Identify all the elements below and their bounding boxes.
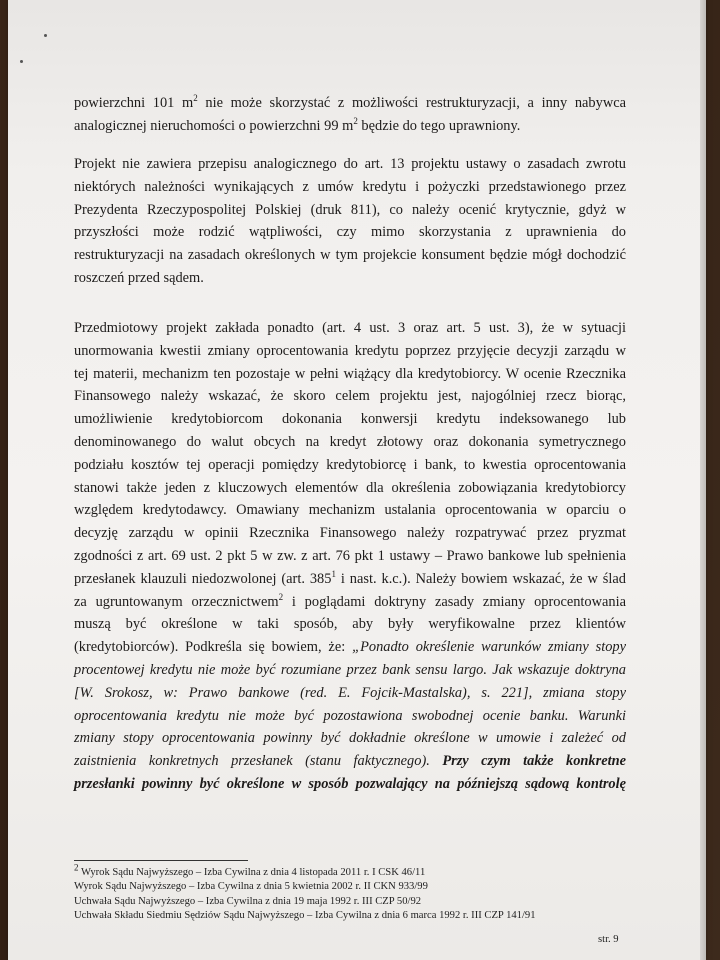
quotation-text: zaistnienia konkretnych przesłanek (stanu faktycznego). [74, 753, 443, 770]
text-line: denominowanego do walut obcych na kredyt złotowy oraz dokonania symetrycznego [74, 433, 626, 450]
superscript: 2 [193, 93, 198, 104]
text-fragment: przesłanek klauzuli niedozwolonej (art. 385 [74, 570, 332, 587]
text-fragment: za ugruntowanym orzecznictwem [74, 593, 279, 610]
text-line: tej materii, mechanizm ten pozostaje w pełni wiążący dla kredytobiorcy. W ocenie Rzecznika [74, 365, 626, 382]
text-line [74, 568, 626, 591]
quotation-text: [W. Srokosz, w: Prawo bankowe (red. E. Fojcik-Mastalska), s. 221], zmiana stopy [74, 684, 626, 701]
paper-speck [44, 34, 47, 37]
text-line: zgodności z art. 69 ust. 2 pkt 5 w zw. z art. 76 pkt 1 ustawy – Prawo bankowe lub spełnienia [74, 547, 626, 564]
text-line [74, 591, 626, 614]
footnote-line: Wyrok Sądu Najwyższego – Izba Cywilna z dnia 5 kwietnia 2002 r. II CKN 933/99 [74, 881, 428, 893]
text-line [74, 636, 626, 659]
text-line: podziału kosztów tej operacji pomiędzy kredytobiorcę i bank, to kwestia oprocentowania [74, 456, 626, 473]
page-edge [700, 0, 706, 960]
text-line [74, 750, 626, 773]
footnote-number: 2 [74, 862, 79, 873]
quotation-text: procentowej kredytu nie może być rozumiane przez bank sensu largo. Jak wskazuje doktryna [74, 661, 626, 678]
footnote-line: Uchwała Sądu Najwyższego – Izba Cywilna z dnia 19 maja 1992 r. III CZP 50/92 [74, 895, 422, 907]
quotation-text: „Ponadto określenie warunków zmiany stopy [352, 639, 626, 656]
text-fragment: i poglądami doktryny zasady zmiany oprocentowania [283, 593, 626, 610]
text-line [74, 682, 626, 705]
superscript: 2 [353, 116, 358, 126]
paragraph-2 [74, 153, 626, 290]
text-line: niektórych należności wynikających z umów kredytu i pożyczki przedstawionego przez [74, 178, 626, 195]
text-line [74, 705, 626, 728]
footnote-separator [74, 860, 248, 861]
text-line: względem kredytodawcy. Omawiany mechanizm ustalania oprocentowania w oparciu o [74, 502, 626, 519]
quotation-text: zmiany stopy oprocentowania powinny być dokładnie określone w umowie i zależeć od [74, 730, 626, 747]
footnotes [74, 862, 634, 924]
text-line: unormowania kwestii zmiany oprocentowania kredytu poprzez przyjęcie decyzji zarządu w [74, 342, 626, 359]
text-line [74, 92, 626, 115]
text-line: Projekt nie zawiera przepisu analogicznego do art. 13 projektu ustawy o zasadach zwrotu [74, 156, 626, 172]
text-fragment: analogicznej nieruchomości o powierzchni 99 m [74, 117, 354, 134]
text-fragment: (kredytobiorców). Podkreśla się bowiem, że: [74, 639, 353, 656]
text-line [74, 115, 626, 138]
text-fragment: i nast. k.c.). Należy bowiem wskazać, że w ślad [335, 570, 626, 587]
emphasized-quotation: przesłanki powinny być określone w sposób pozwalający na późniejszą sądową kontrolę [74, 775, 626, 792]
text-fragment: będzie do tego uprawniony. [357, 117, 521, 134]
footnote-line [74, 862, 634, 880]
emphasized-quotation: Przy czym także konkretne [442, 753, 626, 770]
superscript: 1 [331, 568, 336, 579]
footnote-reference: 2 [278, 591, 284, 602]
text-line [74, 727, 626, 750]
text-line: roszczeń przed sądem. [74, 269, 204, 286]
text-fragment: powierzchni 101 m [74, 95, 194, 111]
footnote-line: Uchwała Składu Siedmiu Sędziów Sądu Najwyższego – Izba Cywilna z dnia 6 marca 1992 r. III CZP 141/91 [74, 910, 536, 922]
paper-speck [20, 60, 23, 63]
paragraph-1 [74, 92, 626, 138]
text-line: przyszłości może rodzić wątpliwości, czy mimo skorzystania z uprawnienia do [74, 224, 626, 241]
text-line [74, 659, 626, 682]
footnote-text: Wyrok Sądu Najwyższego – Izba Cywilna z dnia 4 listopada 2011 r. I CSK 46/11 [78, 867, 426, 878]
text-line: Przedmiotowy projekt zakłada ponadto (art. 4 ust. 3 oraz art. 5 ust. 3), że w sytuacji [74, 320, 626, 336]
text-line: stanowi także jeden z kluczowych elementów dla określenia zobowiązania kredytobiorcy [74, 479, 626, 496]
quotation-text: oprocentowania kredytu nie może być pozostawiona swobodnej ocenie banku. Warunki [74, 707, 626, 724]
text-line: Finansowego należy wskazać, że skoro celem projektu jest, najogólniej rzecz biorąc, [74, 388, 626, 405]
text-line: muszą być określone w taki sposób, aby były weryfikowalne przez klientów [74, 616, 626, 633]
text-line: restrukturyzacji na zasadach określonych w tym projekcie konsument będzie mógł dochodzić [74, 247, 626, 264]
page-number: str. 9 [598, 934, 619, 945]
text-line: umożliwienie kredytobiorcom dokonania konwersji kredytu indeksowanego lub [74, 411, 626, 428]
text-line [74, 773, 626, 796]
text-line: Prezydenta Rzeczypospolitej Polskiej (druk 811), co należy ocenić krytycznie, gdyż w [74, 201, 626, 218]
text-line: decyzję zarządu w opinii Rzecznika Finansowego należy rozpatrywać przez pryzmat [74, 525, 626, 542]
paragraph-3 [74, 317, 626, 796]
text-fragment: nie może skorzystać z możliwości restrukturyzacji, a inny nabywca [197, 95, 626, 111]
